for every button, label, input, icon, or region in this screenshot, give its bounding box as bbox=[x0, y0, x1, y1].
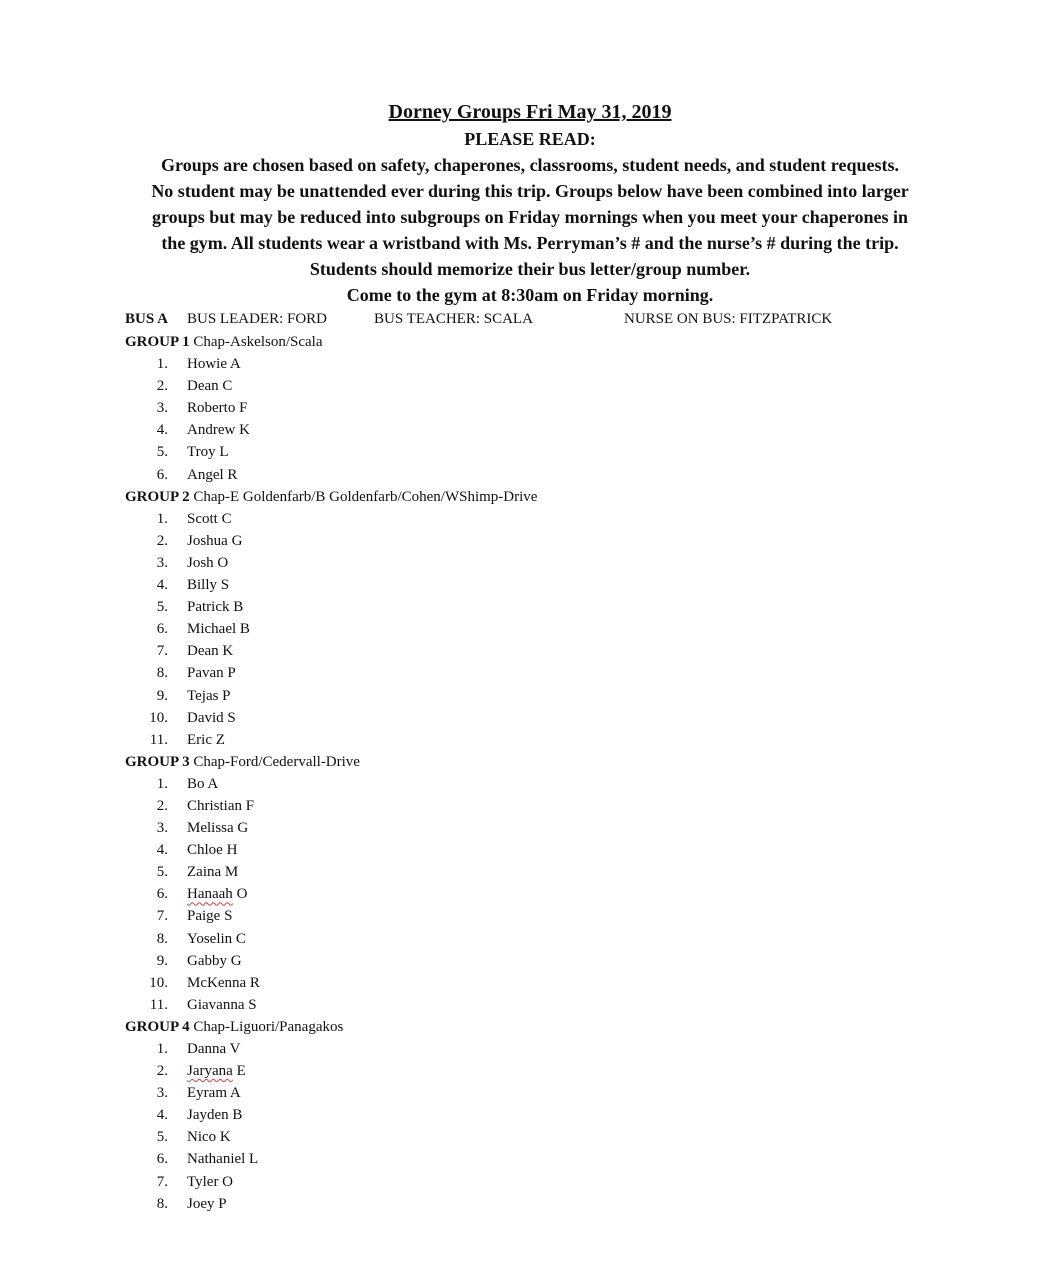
list-item-number: 10. bbox=[149, 709, 168, 726]
list-item-number: 5. bbox=[156, 864, 168, 881]
group-chaperones: Chap-Liguori/Panagakos bbox=[193, 1018, 344, 1035]
list-item bbox=[0, 508, 1060, 530]
list-item-number: 4. bbox=[156, 422, 168, 439]
list-item bbox=[0, 574, 1060, 596]
student-name: Howie A bbox=[187, 356, 241, 373]
student-name: Joshua G bbox=[187, 532, 243, 549]
list-item-number: 6. bbox=[156, 621, 168, 638]
group-header bbox=[0, 331, 1060, 353]
list-item bbox=[0, 618, 1060, 640]
list-item-number: 1. bbox=[156, 1041, 168, 1057]
list-item bbox=[0, 773, 1060, 795]
student-name: Patrick B bbox=[187, 599, 244, 616]
list-item bbox=[0, 530, 1060, 552]
list-item bbox=[0, 994, 1060, 1016]
list-item-number: 8. bbox=[156, 930, 168, 947]
bus-nurse: NURSE ON BUS: FITZPATRICK bbox=[624, 311, 833, 327]
group-label: GROUP 2 bbox=[125, 488, 190, 505]
list-item bbox=[0, 397, 1060, 419]
bus-leader: BUS LEADER: FORD bbox=[187, 311, 328, 327]
student-name: Roberto F bbox=[187, 400, 248, 417]
intro-line: Come to the gym at 8:30am on Friday morning. bbox=[346, 285, 714, 305]
intro-line: groups but may be reduced into subgroups on Friday mornings when you meet your chaperones in bbox=[152, 207, 908, 227]
list-item bbox=[0, 353, 1060, 375]
student-name: Giavanna S bbox=[187, 996, 257, 1013]
list-item bbox=[0, 552, 1060, 574]
list-item bbox=[0, 419, 1060, 441]
student-name: Melissa G bbox=[187, 820, 249, 837]
list-item bbox=[0, 905, 1060, 927]
list-item-number: 6. bbox=[156, 1151, 168, 1168]
list-item bbox=[0, 441, 1060, 463]
list-item-number: 2. bbox=[156, 378, 168, 395]
list-item-number: 8. bbox=[156, 665, 168, 682]
document-title: Dorney Groups Fri May 31, 2019 bbox=[388, 101, 672, 123]
student-name: Dean K bbox=[187, 643, 234, 660]
list-item bbox=[0, 662, 1060, 684]
bus-label: BUS A bbox=[125, 311, 168, 327]
list-item-number: 5. bbox=[156, 599, 168, 616]
student-name: Dean C bbox=[187, 378, 233, 395]
list-item-number: 2. bbox=[156, 797, 168, 814]
student-name: Jayden B bbox=[187, 1107, 243, 1124]
list-item bbox=[0, 861, 1060, 883]
list-item bbox=[0, 685, 1060, 707]
list-item bbox=[0, 1082, 1060, 1104]
student-name: Chloe H bbox=[187, 842, 238, 859]
group-header bbox=[0, 751, 1060, 773]
list-item bbox=[0, 972, 1060, 994]
list-item-number: 1. bbox=[156, 775, 168, 792]
list-item bbox=[0, 1060, 1060, 1082]
list-item bbox=[0, 1171, 1060, 1193]
list-item bbox=[0, 1193, 1060, 1215]
student-name: Billy S bbox=[187, 577, 230, 594]
list-item-number: 9. bbox=[156, 687, 168, 704]
list-item bbox=[0, 1148, 1060, 1170]
list-item bbox=[0, 596, 1060, 618]
list-item-number: 4. bbox=[156, 1107, 168, 1124]
list-item bbox=[0, 375, 1060, 397]
list-item bbox=[0, 950, 1060, 972]
list-item-number: 6. bbox=[156, 886, 168, 903]
list-item-number: 4. bbox=[156, 842, 168, 859]
group-chaperones: Chap-E Goldenfarb/B Goldenfarb/Cohen/WShimp-Drive bbox=[193, 488, 538, 505]
list-item-number: 2. bbox=[156, 1063, 168, 1080]
student-name: Nathaniel L bbox=[187, 1151, 259, 1168]
list-item-number: 9. bbox=[156, 952, 168, 969]
student-name: Eric Z bbox=[187, 731, 225, 748]
list-item bbox=[0, 795, 1060, 817]
list-item-number: 11. bbox=[149, 996, 168, 1013]
list-item bbox=[0, 839, 1060, 861]
list-item bbox=[0, 883, 1060, 905]
student-name: Jaryana E bbox=[187, 1063, 246, 1080]
list-item-number: 1. bbox=[156, 356, 168, 373]
student-name: Troy L bbox=[187, 444, 229, 461]
groups-list bbox=[0, 331, 1060, 1215]
group-label: GROUP 1 bbox=[125, 334, 190, 350]
student-name: McKenna R bbox=[187, 974, 260, 991]
group-label: GROUP 4 bbox=[125, 1018, 190, 1035]
list-item-number: 3. bbox=[156, 1085, 168, 1102]
intro-line: Groups are chosen based on safety, chaperones, classrooms, student needs, and student requests. bbox=[161, 155, 899, 175]
list-item bbox=[0, 817, 1060, 839]
list-item bbox=[0, 707, 1060, 729]
list-item-number: 6. bbox=[156, 466, 168, 483]
group-chaperones: Chap-Ford/Cedervall-Drive bbox=[193, 753, 360, 770]
intro-paragraph bbox=[0, 152, 1060, 308]
student-name: Pavan P bbox=[187, 665, 236, 682]
list-item-number: 10. bbox=[149, 974, 168, 991]
list-item-number: 2. bbox=[156, 532, 168, 549]
list-item-number: 7. bbox=[156, 1173, 168, 1190]
list-item bbox=[0, 1126, 1060, 1148]
student-name: Andrew K bbox=[187, 422, 250, 439]
student-name: Zaina M bbox=[187, 864, 239, 881]
bus-info-line bbox=[0, 309, 1060, 329]
list-item-number: 3. bbox=[156, 554, 168, 571]
student-name: Eyram A bbox=[187, 1085, 241, 1102]
student-name: Christian F bbox=[187, 797, 255, 814]
student-name: Gabby G bbox=[187, 952, 242, 969]
intro-line: Students should memorize their bus letter/group number. bbox=[309, 259, 751, 279]
list-item-number: 8. bbox=[156, 1195, 168, 1212]
list-item-number: 7. bbox=[156, 643, 168, 660]
list-item bbox=[0, 640, 1060, 662]
student-name: Angel R bbox=[187, 466, 238, 483]
please-read-heading: PLEASE READ: bbox=[464, 129, 596, 149]
list-item bbox=[0, 1104, 1060, 1126]
list-item bbox=[0, 928, 1060, 950]
list-item-number: 4. bbox=[156, 577, 168, 594]
student-name: Joey P bbox=[187, 1195, 227, 1212]
intro-line: No student may be unattended ever during this trip. Groups below have been combined into larger bbox=[151, 181, 909, 201]
group-header bbox=[0, 1016, 1060, 1038]
list-item-number: 3. bbox=[156, 400, 168, 417]
list-item-number: 3. bbox=[156, 820, 168, 837]
student-name: Hanaah O bbox=[187, 886, 248, 903]
list-item bbox=[0, 464, 1060, 486]
bus-teacher: BUS TEACHER: SCALA bbox=[374, 311, 533, 327]
list-item-number: 7. bbox=[156, 908, 168, 925]
student-name: Yoselin C bbox=[187, 930, 246, 947]
student-name: Danna V bbox=[187, 1041, 241, 1057]
student-name: Michael B bbox=[187, 621, 250, 638]
group-header bbox=[0, 486, 1060, 508]
list-item-number: 5. bbox=[156, 1129, 168, 1146]
student-name: Tejas P bbox=[187, 687, 231, 704]
list-item-number: 1. bbox=[156, 510, 168, 527]
group-chaperones: Chap-Askelson/Scala bbox=[193, 334, 323, 350]
student-name: Paige S bbox=[187, 908, 233, 925]
list-item bbox=[0, 729, 1060, 751]
student-name: Josh O bbox=[187, 554, 229, 571]
student-name: David S bbox=[187, 709, 236, 726]
intro-line: the gym. All students wear a wristband with Ms. Perryman’s # and the nurse’s # during the trip. bbox=[161, 233, 899, 253]
group-label: GROUP 3 bbox=[125, 753, 190, 770]
list-item-number: 5. bbox=[156, 444, 168, 461]
student-name: Tyler O bbox=[187, 1173, 234, 1190]
student-name: Nico K bbox=[187, 1129, 231, 1146]
list-item bbox=[0, 1038, 1060, 1060]
list-item-number: 11. bbox=[149, 731, 168, 748]
student-name: Bo A bbox=[187, 775, 219, 792]
student-name: Scott C bbox=[187, 510, 232, 527]
